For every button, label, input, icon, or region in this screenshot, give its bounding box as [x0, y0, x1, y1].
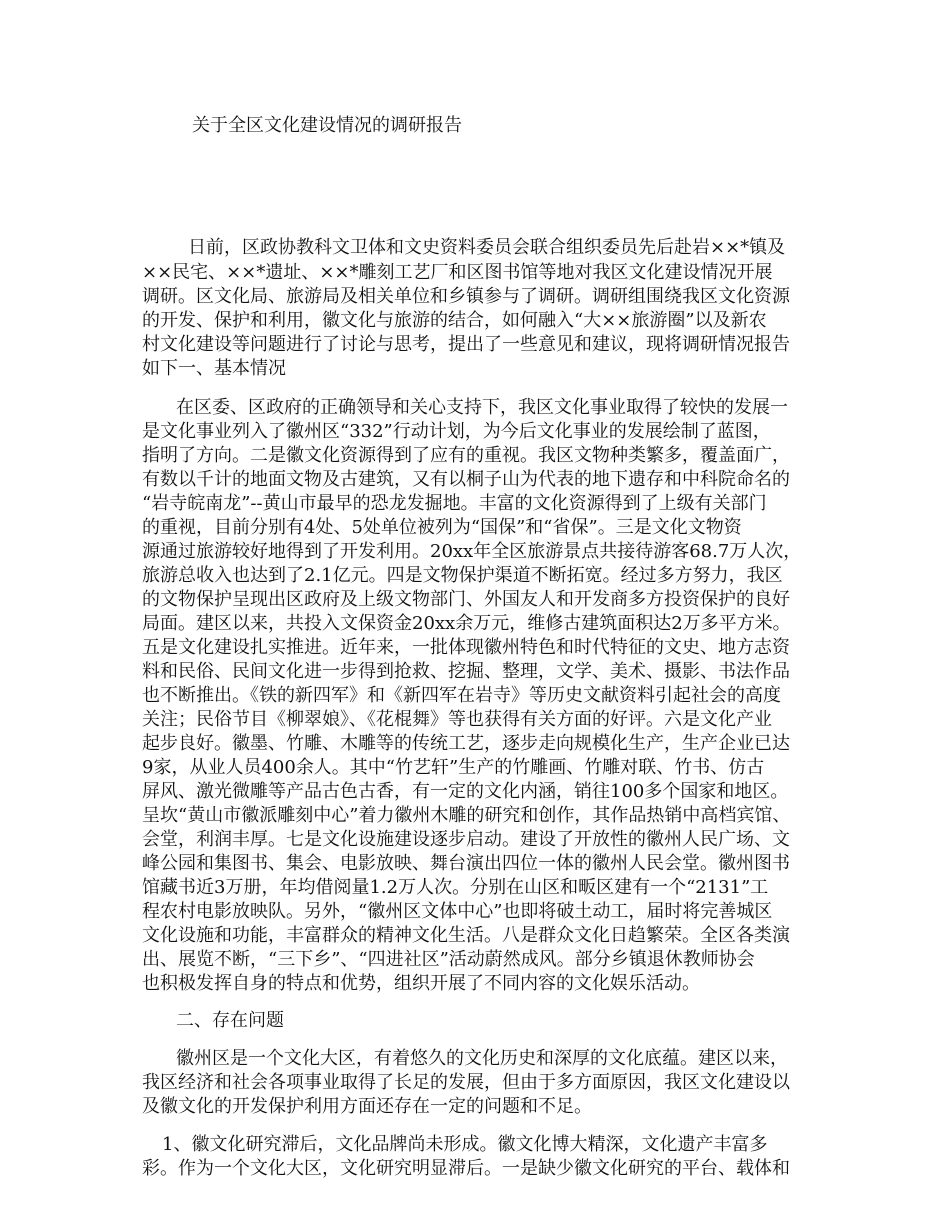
text-line: 起步良好。徽墨、竹雕、木雕等的传统工艺，逐步走向规模化生产，生产企业已达	[142, 733, 790, 754]
text-line: 有数以千计的地面文物及古建筑，又有以桐子山为代表的地下遗存和中科院命名的	[142, 469, 790, 490]
text-line: 屏风、激光微雕等产品古色古香，有一定的文化内涵，销往100多个国家和地区。	[142, 781, 789, 802]
text-line: 局面。建区以来，共投入文保资金20xx余万元，维修古建筑面积达2万多平方米。	[142, 613, 791, 634]
text-line: 馆藏书近3万册，年均借阅量1.2万人次。分别在山区和畈区建有一个“2131”工	[142, 877, 769, 898]
text-line: 源通过旅游较好地得到了开发利用。20xx年全区旅游景点共接待游客68.7万人次，	[142, 541, 802, 562]
document-title: 关于全区文化建设情况的调研报告	[192, 115, 462, 136]
text-line: “岩寺皖南龙”--黄山市最早的恐龙发掘地。丰富的文化资源得到了上级有关部门	[142, 493, 767, 514]
text-line: 料和民俗、民间文化进一步得到抢救、挖掘、整理，文学、美术、摄影、书法作品	[142, 661, 790, 682]
text-line: 五是文化建设扎实推进。近年来，一批体现徽州特色和时代特征的文史、地方志资	[142, 637, 790, 658]
text-line: 如下一、基本情况	[142, 358, 286, 379]
text-line: 9家，从业人员400余人。其中“竹艺轩”生产的竹雕画、竹雕对联、竹书、仿古	[142, 757, 765, 778]
text-line: 在区委、区政府的正确领导和关心支持下，我区文化事业取得了较快的发展一	[176, 397, 788, 418]
text-line: 的重视，目前分别有4处、5处单位被列为“国保”和“省保”。三是文化文物资	[142, 517, 742, 538]
text-line: 出、展览不断，“三下乡”、“四进社区”活动蔚然成风。部分乡镇退休教师协会	[142, 949, 755, 970]
text-line: 调研。区文化局、旅游局及相关单位和乡镇参与了调研。调研组围绕我区文化资源	[142, 286, 790, 307]
text-line: 日前，区政协教科文卫体和文史资料委员会联合组织委员先后赴岩××*镇及	[188, 237, 786, 258]
text-line: 村文化建设等问题进行了讨论与思考，提出了一些意见和建议，现将调研情况报告	[142, 334, 790, 355]
section-heading: 二、存在问题	[176, 1010, 284, 1031]
text-line: 的开发、保护和利用，徽文化与旅游的结合，如何融入“大××旅游圈”以及新农	[142, 310, 767, 331]
text-line: 彩。作为一个文化大区，文化研究明显滞后。一是缺少徽文化研究的平台、载体和	[142, 1158, 790, 1179]
text-line: 及徽文化的开发保护利用方面还存在一定的问题和不足。	[142, 1096, 592, 1117]
text-line: 也积极发挥自身的特点和优势，组织开展了不同内容的文化娱乐活动。	[142, 973, 700, 994]
text-line: 程农村电影放映队。另外，“徽州区文体中心”也即将破土动工，届时将完善城区	[142, 901, 773, 922]
text-line: 徽州区是一个文化大区，有着悠久的文化历史和深厚的文化底蕴。建区以来，	[176, 1048, 788, 1069]
text-line: 我区经济和社会各项事业取得了长足的发展，但由于多方面原因，我区文化建设以	[142, 1072, 790, 1093]
text-line: 关注；民俗节目《柳翠娘》、《花棍舞》等也获得有关方面的好评。六是文化产业	[142, 709, 772, 730]
text-line: 1、徽文化研究滞后，文化品牌尚未形成。徽文化博大精深，文化遗产丰富多	[162, 1134, 768, 1155]
text-line: 指明了方向。二是徽文化资源得到了应有的重视。我区文物种类繁多，覆盖面广，	[142, 445, 790, 466]
text-line: 呈坎“黄山市徽派雕刻中心”着力徽州木雕的研究和创作，其作品热销中高档宾馆、	[142, 805, 791, 826]
text-line: 旅游总收入也达到了2.1亿元。四是文物保护渠道不断拓宽。经过多方努力，我区	[142, 565, 783, 586]
text-line: 会堂，利润丰厚。七是文化设施建设逐步启动。建设了开放性的徽州人民广场、文	[142, 829, 790, 850]
text-line: ××民宅、××*遗址、××*雕刻工艺厂和区图书馆等地对我区文化建设情况开展	[142, 262, 773, 283]
text-line: 峰公园和集图书、集会、电影放映、舞台演出四位一体的徽州人民会堂。徽州图书	[142, 853, 790, 874]
text-line: 是文化事业列入了徽州区“332”行动计划，为今后文化事业的发展绘制了蓝图，	[142, 421, 771, 442]
text-line: 也不断推出。《铁的新四军》和《新四军在岩寺》等历史文献资料引起社会的高度	[142, 685, 781, 706]
text-line: 文化设施和功能，丰富群众的精神文化生活。八是群众文化日趋繁荣。全区各类演	[142, 925, 790, 946]
text-line: 的文物保护呈现出区政府及上级文物部门、外国友人和开发商多方投资保护的良好	[142, 589, 790, 610]
